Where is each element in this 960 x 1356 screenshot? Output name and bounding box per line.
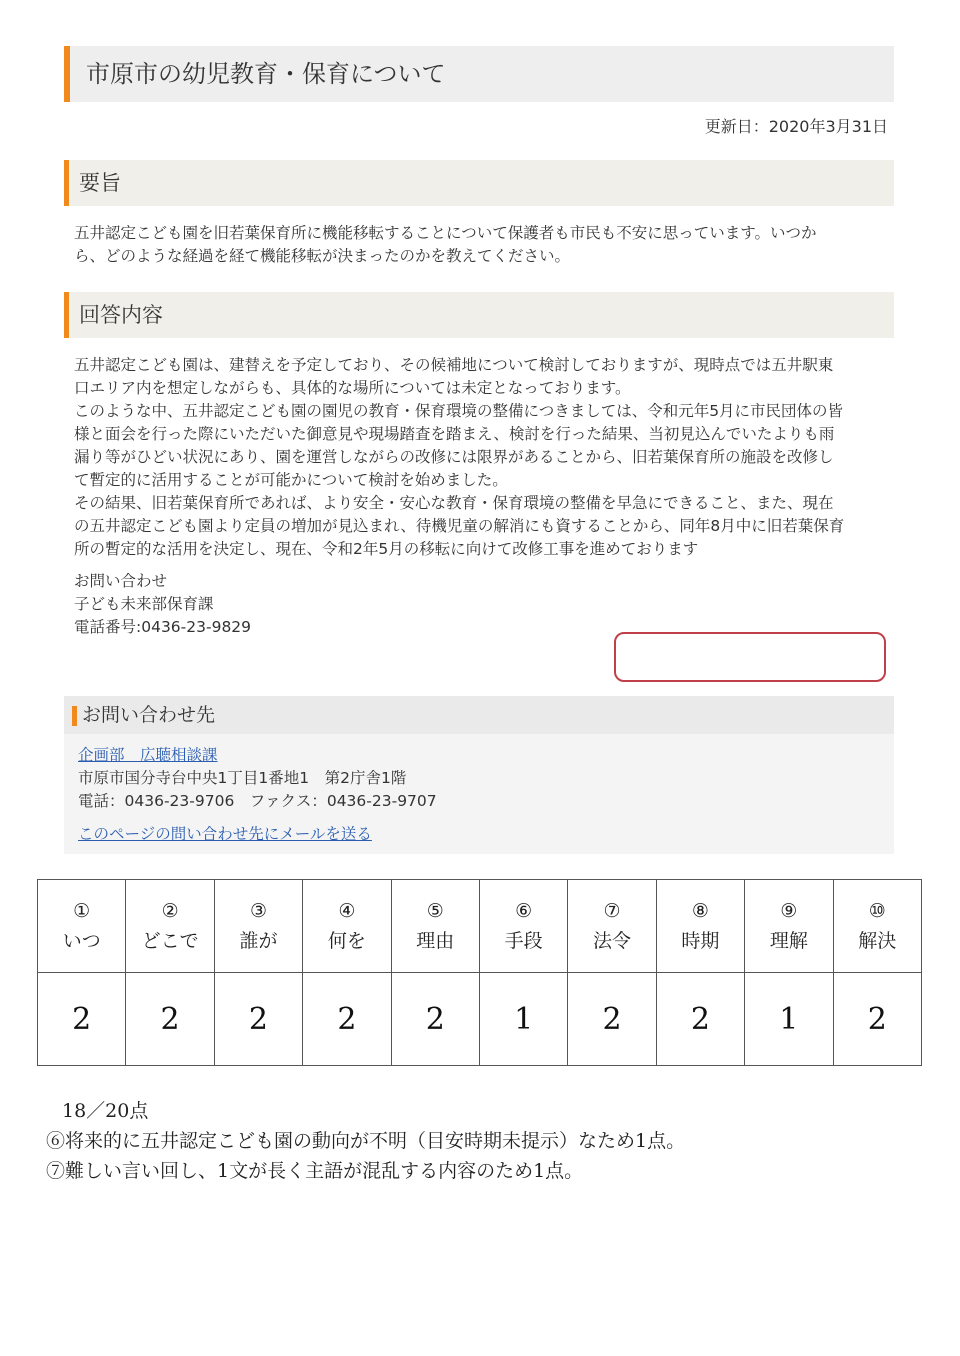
answer-line: その結果、旧若葉保育所であれば、より安全・安心な教育・保育環境の整備を早急にできること、また、現在 (74, 494, 834, 512)
answer-text (74, 354, 894, 561)
answer-inquiry (74, 570, 894, 639)
criterion-number: ③ (249, 900, 267, 922)
criterion-label: 時期 (681, 930, 720, 952)
score-value: 2 (568, 973, 656, 1066)
contact-panel (64, 696, 894, 854)
answer-line: 口エリア内を想定しながらも、具体的な場所については未定となっております。 (74, 379, 631, 397)
score-value: 2 (391, 973, 479, 1066)
score-header-row (38, 880, 922, 973)
answer-line: 漏り等がひどい状況にあり、園を運営しながらの改修には限界があることから、旧若葉保育所の施設を改修し (74, 448, 834, 466)
contact-accent-bar (72, 706, 77, 726)
criterion-label: どこで (141, 930, 199, 952)
answer-line: 様と面会を行った際にいただいた御意見や現場踏査を踏まえ、検討を行った結果、当初見込んでいたよりも雨 (74, 425, 835, 443)
inquiry-phone: 電話番号:0436-23-9829 (74, 618, 252, 636)
criterion-label: 手段 (504, 930, 543, 952)
answer-line: て暫定的に活用することが可能かについて検討を始めました。 (74, 471, 508, 489)
score-value: 2 (656, 973, 744, 1066)
contact-mail-link[interactable]: このページの問い合わせ先にメールを送る (78, 825, 372, 843)
highlight-box (614, 632, 886, 682)
updated-date: 更新日：2020年3月31日 (704, 117, 888, 136)
contact-address: 市原市国分寺台中央1丁目1番地1 第2庁舎1階 (78, 769, 407, 787)
summary-line: ら、どのような経過を経て機能移転が決まったのかを教えてください。 (74, 247, 571, 265)
score-header-cell (214, 880, 302, 973)
answer-line: 所の暫定的な活用を決定し、現在、令和2年5月の移転に向けて改修工事を進めております (74, 540, 699, 558)
total-score: 18／20点 (62, 1100, 149, 1122)
answer-line: このような中、五井認定こども園の園児の教育・保育環境の整備につきましては、令和元年5月に市民団体の皆 (74, 402, 844, 420)
score-value-row (38, 973, 922, 1066)
contact-phone-fax: 電話：0436-23-9706 ファクス：0436-23-9707 (78, 792, 437, 810)
criterion-number: ⑩ (868, 900, 886, 922)
score-header-cell (568, 880, 656, 973)
score-value: 1 (745, 973, 833, 1066)
score-header-cell (303, 880, 391, 973)
criterion-number: ① (73, 900, 91, 922)
score-header-cell (656, 880, 744, 973)
note-line: ⑦難しい言い回し、1文が長く主語が混乱する内容のため1点。 (46, 1160, 584, 1182)
criterion-label: 何を (327, 930, 366, 952)
criterion-number: ⑤ (426, 900, 444, 922)
score-header-cell (833, 880, 921, 973)
score-value: 2 (38, 973, 126, 1066)
answer-line: の五井認定こども園より定員の増加が見込まれ、待機児童の解消にも資することから、同年8月中に旧若葉保育 (74, 517, 845, 535)
answer-heading: 回答内容 (64, 292, 894, 338)
note-line: ⑥将来的に五井認定こども園の動向が不明（目安時期未提示）なため1点。 (46, 1130, 686, 1152)
criterion-number: ⑨ (780, 900, 798, 922)
score-header-cell (38, 880, 126, 973)
criterion-label: 解決 (858, 930, 897, 952)
score-value: 2 (833, 973, 921, 1066)
criterion-label: 誰が (239, 930, 278, 952)
score-value: 1 (479, 973, 567, 1066)
summary-text (74, 222, 894, 268)
criterion-label: 理由 (416, 930, 455, 952)
contact-dept-link[interactable]: 企画部 広聴相談課 (78, 746, 218, 764)
criterion-number: ② (161, 900, 179, 922)
criterion-label: いつ (62, 930, 101, 952)
criterion-number: ⑧ (691, 900, 709, 922)
score-header-cell (391, 880, 479, 973)
score-table (37, 879, 922, 1066)
answer-line: 五井認定こども園は、建替えを予定しており、その候補地について検討しておりますが、現時点では五井駅東 (74, 356, 834, 374)
score-value: 2 (214, 973, 302, 1066)
criterion-label: 理解 (769, 930, 808, 952)
criterion-number: ④ (338, 900, 356, 922)
summary-line: 五井認定こども園を旧若葉保育所に機能移転することについて保護者も市民も不安に思っています。いつか (74, 224, 817, 242)
evaluation-notes (46, 1096, 685, 1186)
contact-header (64, 696, 894, 734)
inquiry-label: お問い合わせ (74, 572, 168, 590)
score-header-cell (745, 880, 833, 973)
score-value: 2 (303, 973, 391, 1066)
page-title: 市原市の幼児教育・保育について (64, 46, 894, 102)
contact-heading: お問い合わせ先 (82, 704, 216, 726)
criterion-label: 法令 (593, 930, 632, 952)
score-value: 2 (126, 973, 214, 1066)
inquiry-dept: 子ども未来部保育課 (74, 595, 214, 613)
criterion-number: ⑦ (603, 900, 621, 922)
criterion-number: ⑥ (515, 900, 533, 922)
score-header-cell (126, 880, 214, 973)
score-header-cell (479, 880, 567, 973)
summary-heading: 要旨 (64, 160, 894, 206)
